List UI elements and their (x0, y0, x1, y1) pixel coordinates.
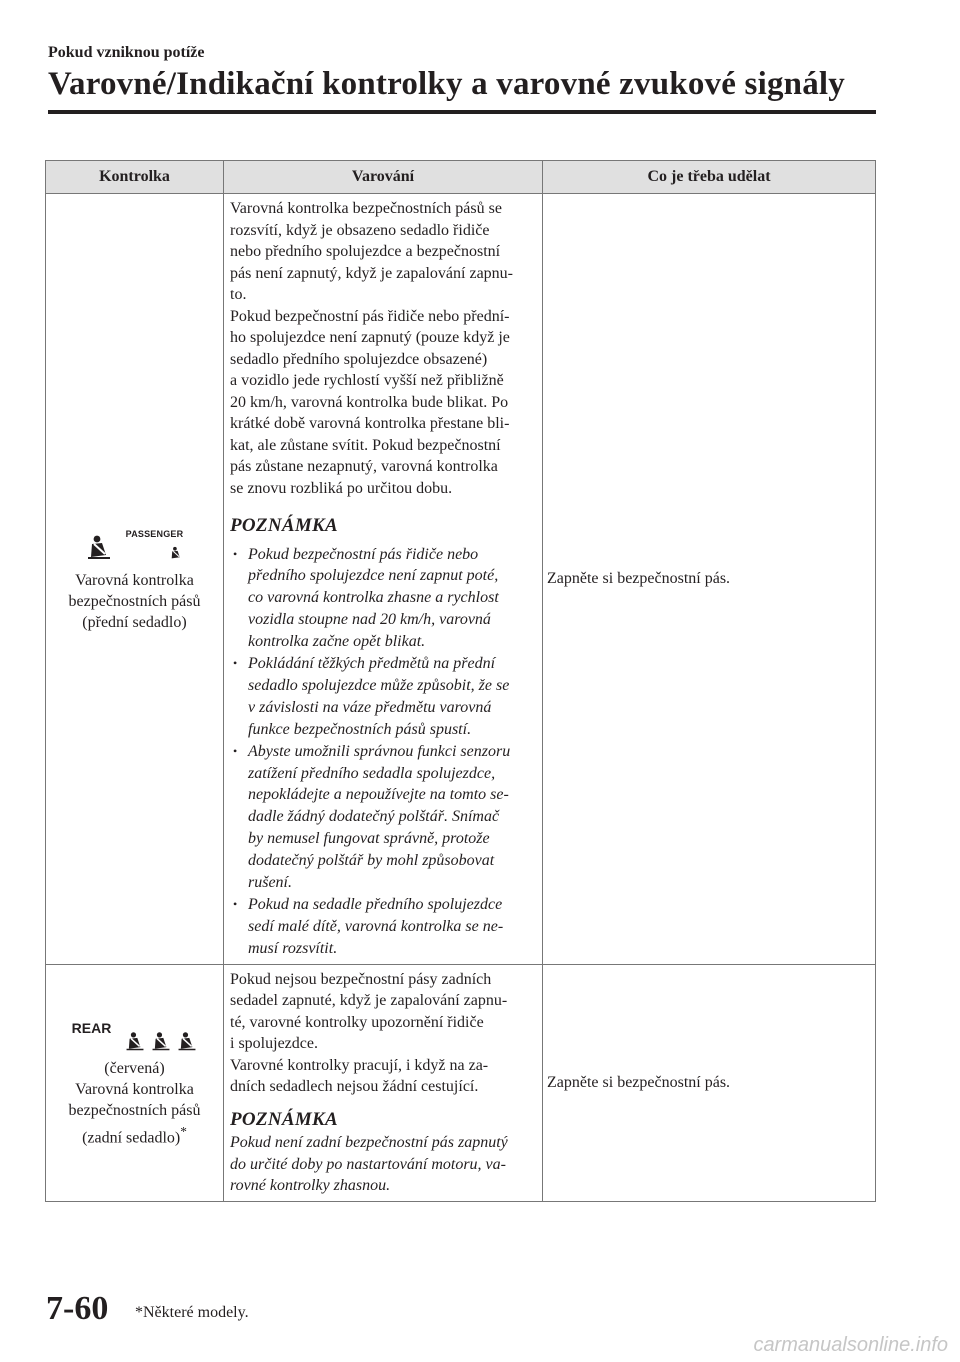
passenger-seatbelt-icon (169, 545, 183, 566)
header-co-delat: Co je třeba udělat (543, 161, 876, 194)
rear-label: REAR (71, 1019, 112, 1036)
passenger-label: PASSENGER (125, 529, 184, 540)
note-line: dodatečný polštář by mohl způsobovat (248, 852, 495, 870)
note-line: Pokud není zadní bezpečnostní pás zapnutý (230, 1134, 508, 1152)
section-label: Pokud vzniknou potíže (48, 44, 205, 61)
warning-line: ho spolujezdce není zapnutý (pouze když je (230, 329, 510, 346)
rear-seatbelt-icon (151, 1030, 171, 1058)
warning-line: dních sedadlech nejsou žádní cestující. (230, 1078, 479, 1096)
warning-line: se znovu rozbliká po určitou dobu. (230, 479, 453, 497)
header-varovani: Varování (224, 161, 543, 194)
page-title: Varovné/Indikační kontrolky a varovné zvukové signály (48, 66, 845, 102)
rear-icons-row (50, 1018, 219, 1058)
table-row (46, 964, 876, 1201)
warning-line: a vozidlo jede rychlostí vyšší než přibližně (230, 372, 504, 389)
page-number: 7-60 (46, 1290, 109, 1327)
note-line: do určité doby po nastartování motoru, va- (230, 1155, 506, 1173)
indicator-label-line: bezpečnostních pásů (68, 1101, 201, 1119)
indicator-label-line (50, 1121, 219, 1148)
warning-line: nebo předního spolujezdce a bezpečnostní (230, 243, 501, 260)
watermark: carmanualsonline.info (753, 1334, 948, 1356)
warning-line: té, varovné kontrolky upozornění řidiče (230, 1013, 484, 1031)
warning-line: Pokud bezpečnostní pás řidiče nebo přední- (230, 307, 510, 325)
note-list (230, 544, 536, 960)
warning-line: sedadel zapnuté, když je zapalování zapnu- (230, 992, 508, 1010)
action-cell (543, 964, 876, 1201)
note-line: nepokládejte a nepoužívejte na tomto se- (248, 786, 509, 804)
note-line: předního spolujezdce není zapnut poté, (248, 567, 499, 585)
note-title: POZNÁMKA (230, 515, 338, 536)
warning-line: i spolujezdce. (230, 1035, 318, 1053)
note-line: funkce bezpečnostních pásů spustí. (248, 720, 472, 738)
note-line: sedadlo spolujezdce může způsobit, že se (248, 676, 510, 694)
indicator-cell (46, 964, 224, 1201)
passenger-group (126, 524, 184, 566)
note-title: POZNÁMKA (230, 1108, 338, 1130)
note-item (230, 741, 536, 894)
indicator-label-line: (přední sedadlo) (82, 614, 187, 632)
note-item (230, 653, 536, 741)
table-header-row (46, 161, 876, 194)
footnote-mark: * (180, 1123, 187, 1139)
note-line: • Pokud na sedadle předního spolujezdce (248, 896, 503, 913)
indicator-label-line: (červená) (104, 1059, 165, 1077)
warning-line: Varovná kontrolka bezpečnostních pásů se (230, 200, 502, 217)
warning-line: Pokud nejsou bezpečnostní pásy zadních (230, 970, 492, 988)
action-text: Zapněte si bezpečnostní pás. (547, 569, 731, 587)
indicator-label-line: Varovná kontrolka (75, 572, 194, 590)
rear-icon-group (125, 1030, 197, 1058)
warning-line: Varovné kontrolky pracují, i když na za- (230, 1056, 489, 1074)
warning-line: kat, ale zůstane svítit. Pokud bezpečnostní (230, 436, 501, 454)
note-line: • Pokládání těžkých předmětů na přední (248, 655, 496, 673)
footnote: *Některé modely. (135, 1304, 249, 1321)
note-line: co varovná kontrolka zhasne a rychlost (248, 589, 499, 607)
title-rule (48, 110, 876, 114)
note-line: kontrolka začne opět blikat. (248, 633, 426, 651)
indicator-cell (46, 194, 224, 965)
warning-line: rozsvítí, když je obsazeno sedadlo řidiče (230, 221, 490, 239)
rear-seatbelt-icon (177, 1030, 197, 1058)
note-line: • Abyste umožnili správnou funkci senzoru (248, 742, 511, 760)
warning-table (45, 160, 876, 1202)
indicator-label-text: (zadní sedadlo) (82, 1128, 181, 1146)
note-line: sedí malé dítě, varovná kontrolka se ne- (248, 917, 504, 935)
note-line: rušení. (248, 874, 292, 892)
action-text: Zapněte si bezpečnostní pás. (547, 1073, 731, 1091)
header-kontrolka: Kontrolka (46, 161, 224, 194)
indicator-label-line: Varovná kontrolka (75, 1080, 194, 1098)
front-icons (50, 524, 219, 566)
warning-cell (224, 194, 543, 965)
note-line: • Pokud bezpečnostní pás řidiče nebo (248, 545, 479, 563)
warning-line: pás není zapnutý, když je zapalování zapnu- (230, 264, 513, 282)
action-cell (543, 194, 876, 965)
table-row (46, 194, 876, 965)
seatbelt-icon (86, 534, 112, 566)
note-line: by nemusel fungovat správně, protože (248, 830, 490, 848)
note-line: v závislosti na váze předmětu varovná (248, 698, 492, 716)
warning-line: 20 km/h, varovná kontrolka bude blikat. Po (230, 393, 509, 411)
note-item (230, 544, 536, 654)
warning-line: krátké době varovná kontrolka přestane bli- (230, 415, 510, 432)
indicator-label-line: bezpečnostních pásů (68, 593, 201, 611)
note-line: musí rozsvítit. (248, 939, 338, 957)
note-line: dadle žádný dodatečný polštář. Snímač (248, 808, 500, 826)
warning-cell (224, 964, 543, 1201)
warning-line: to. (230, 286, 247, 303)
note-line: zatížení předního sedadla spolujezdce, (248, 764, 496, 782)
rear-seatbelt-icon (125, 1030, 145, 1058)
warning-line: pás zůstane nezapnutý, varovná kontrolka (230, 458, 498, 475)
note-line: vozidla stoupne nad 20 km/h, varovná (248, 611, 491, 629)
note-line: rovné kontrolky zhasnou. (230, 1177, 391, 1195)
note-item (230, 894, 536, 960)
warning-line: sedadlo předního spolujezdce obsazené) (230, 350, 488, 368)
